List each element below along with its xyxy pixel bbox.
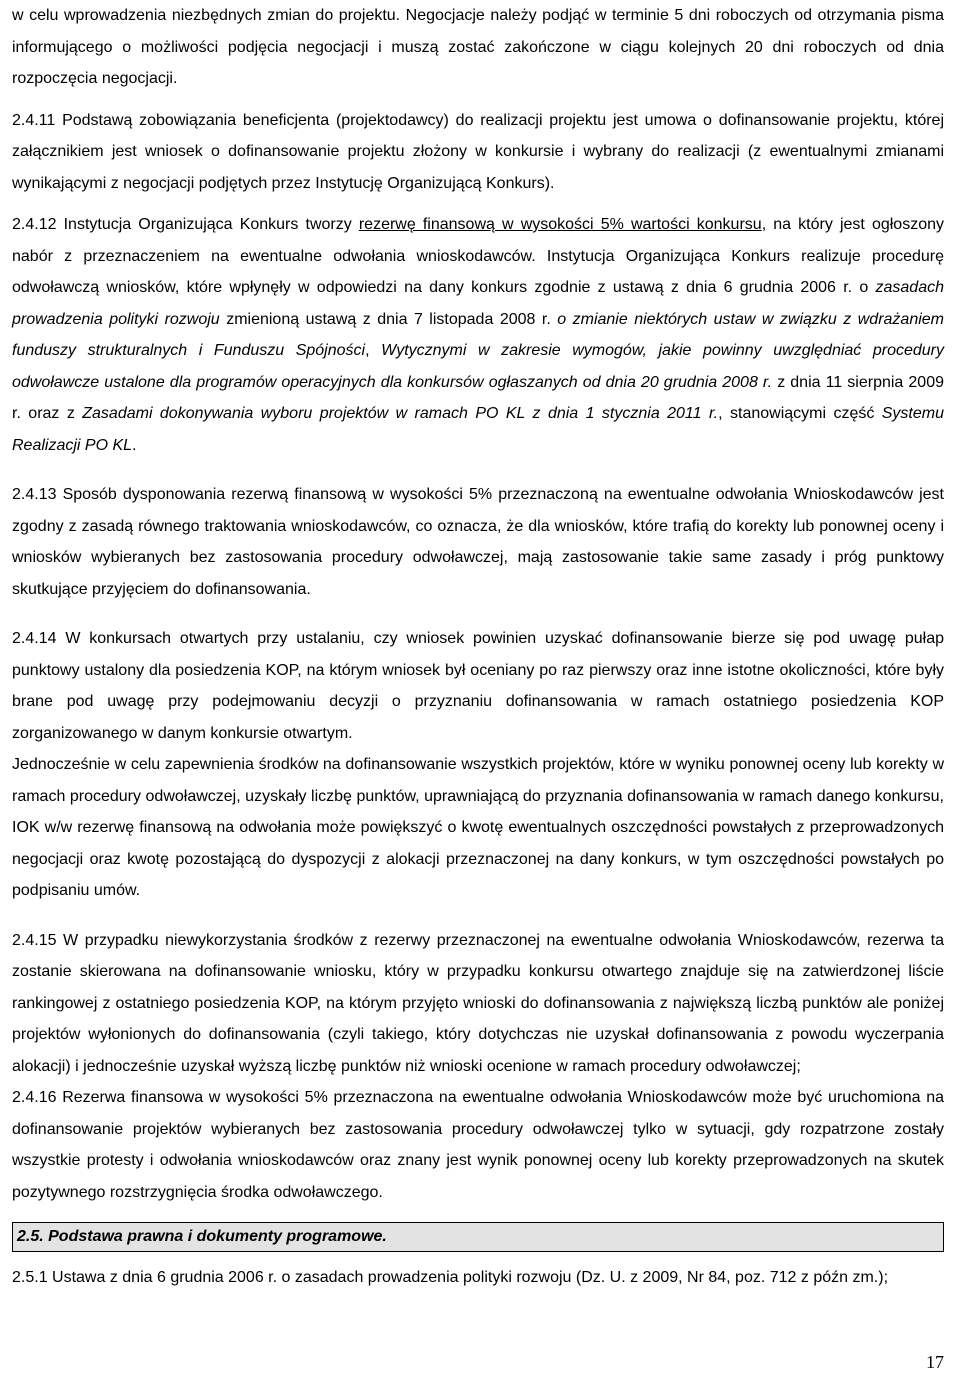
text-segment: . xyxy=(132,436,137,454)
italic-act-title: o zmianie niektórych ustaw w związku z wdrażaniem funduszy strukturalnych i Funduszu Spójności xyxy=(12,310,945,359)
text-segment: 2.4.12 Instytucja Organizująca Konkurs tworzy xyxy=(12,216,359,233)
paragraph-2-4-13: 2.4.13 Sposób dysponowania rezerwą finansową w wysokości 5% przeznaczoną na ewentualne odwołania Wnioskodawców jest zgodny z zasadą równego traktowania wnioskodawców, co oznacza, że dla wniosków, które trafią do korekty lub ponownej oceny i wniosków wybieranych bez zastosowania procedury odwoławczej, mają zastosowanie takie same zasady i próg punktowy skutkujące przyjęciem do dofinansowania. xyxy=(12,486,944,598)
paragraph-2-4-14: 2.4.14 W konkursach otwartych przy ustalaniu, czy wniosek powinien uzyskać dofinansowanie bierze się pod uwagę pułap punktowy ustalony dla posiedzenia KOP, na którym wniosek był oceniany po raz pierwszy oraz inne istotne okoliczności, które były brane pod uwagę przy podejmowaniu decyzji o przyznaniu dofinansowania w ramach ostatniego posiedzenia KOP zorganizowanego w danym konkursie otwartym. xyxy=(12,630,944,742)
document-page xyxy=(12,0,944,1294)
italic-rules-title: Zasadami dokonywania wyboru projektów w ramach PO KL z dnia 1 stycznia 2011 r. xyxy=(82,405,719,422)
section-heading-2-5 xyxy=(12,1222,944,1252)
paragraph-2-4-11: 2.4.11 Podstawą zobowiązania beneficjenta (projektodawcy) do realizacji projektu jest umowa o dofinansowanie projektu, której załącznikiem jest wniosek o dofinansowanie projektu złożony w konkursie i wybrany do realizacji (z ewentualnymi zmianami wynikającymi z negocjacji podjętych przez Instytucję Organizującą Konkurs). xyxy=(12,111,944,192)
text-segment: , stanowiącymi część xyxy=(718,405,882,422)
text-segment: zmienioną ustawą z dnia 7 listopada 2008 r. xyxy=(219,310,558,328)
page-number: 17 xyxy=(926,1352,944,1372)
italic-act-title: zasadach prowadzenia polityki rozwoju xyxy=(12,279,944,328)
text-segment: z dnia 11 sierpnia 2009 r. oraz z xyxy=(12,373,944,422)
text-segment: , xyxy=(365,342,382,359)
italic-guidelines-title: Wytycznymi w zakresie wymogów, jakie powinny uwzględniać procedury odwoławcze ustalone dla programów operacyjnych dla konkursów ogłaszanych od dnia 20 grudnia 2008 r. xyxy=(12,342,944,391)
underlined-reserve-text: rezerwę finansową w wysokości 5% wartości konkursu xyxy=(358,216,762,233)
paragraph-2-4-12 xyxy=(12,209,944,461)
paragraph-2-4-16: 2.4.16 Rezerwa finansowa w wysokości 5% przeznaczona na ewentualne odwołania Wnioskodawców może być uruchomiona na dofinansowanie projektów wybieranych bez zastosowania procedury odwoławczej tylko w sytuacji, gdy rozpatrzone zostały wszystkie protesty i odwołania wnioskodawców oraz znany jest wynik ponownej oceny lub korekty przeprowadzonych na skutek pozytywnego rozstrzygnięcia środka odwoławczego. xyxy=(12,1089,944,1201)
paragraph-intro: w celu wprowadzenia niezbędnych zmian do projektu. Negocjacje należy podjąć w terminie 5 dni roboczych od otrzymania pisma informującego o możliwości podjęcia negocjacji i muszą zostać zakończone w ciągu kolejnych 20 dni roboczych od dnia rozpoczęcia negocjacji. xyxy=(12,7,944,87)
paragraph-2-4-15: 2.4.15 W przypadku niewykorzystania środków z rezerwy przeznaczonej na ewentualne odwołania Wnioskodawców, rezerwa ta zostanie skierowana na dofinansowanie wniosku, który w przypadku konkursu otwartego znajduje się na zatwierdzonej liście rankingowej z ostatniego posiedzenia KOP, na którym przyjęto wnioski do dofinansowania z największą liczbą punktów ale poniżej projektów wyłonionych do dofinansowania (czyli takiego, który dotychczas nie uzyskał dofinansowania z powodu wyczerpania alokacji) i jednocześnie uzyskał wyższą liczbę punktów niż wnioski ocenione w ramach procedury odwoławczej; xyxy=(12,931,944,1075)
section-title: 2.5. Podstawa prawna i dokumenty programowe. xyxy=(17,1228,387,1245)
paragraph-2-5-1: 2.5.1 Ustawa z dnia 6 grudnia 2006 r. o zasadach prowadzenia polityki rozwoju (Dz. U. z 2009, Nr 84, poz. 712 z późn zm.); xyxy=(12,1269,889,1286)
text-segment: , na który jest ogłoszony nabór z przeznaczeniem na ewentualne odwołania wnioskodawców. Instytucja Organizująca Konkurs realizuje procedurę odwoławczą wniosków, które wpłynęły w odpowiedzi na dany konkurs zgodnie z ustawą z dnia 6 grudnia 2006 r. o xyxy=(12,216,945,296)
paragraph-2-4-14-continued: Jednocześnie w celu zapewnienia środków na dofinansowanie wszystkich projektów, które w wyniku ponownej oceny lub korekty w ramach procedury odwoławczej, uzyskały liczbę punktów, uprawniającą do przyznania dofinansowania w ramach danego konkursu, IOK w/w rezerwę finansową na odwołania może powiększyć o kwotę ewentualnych oszczędności powstałych z przeprowadzonych negocjacji oraz kwotę pozostającą do dyspozycji z alokacji przeznaczonej na dany konkurs, w tym oszczędności powstałych po podpisaniu umów. xyxy=(12,756,944,899)
italic-system-title: Systemu Realizacji PO KL xyxy=(12,405,944,454)
